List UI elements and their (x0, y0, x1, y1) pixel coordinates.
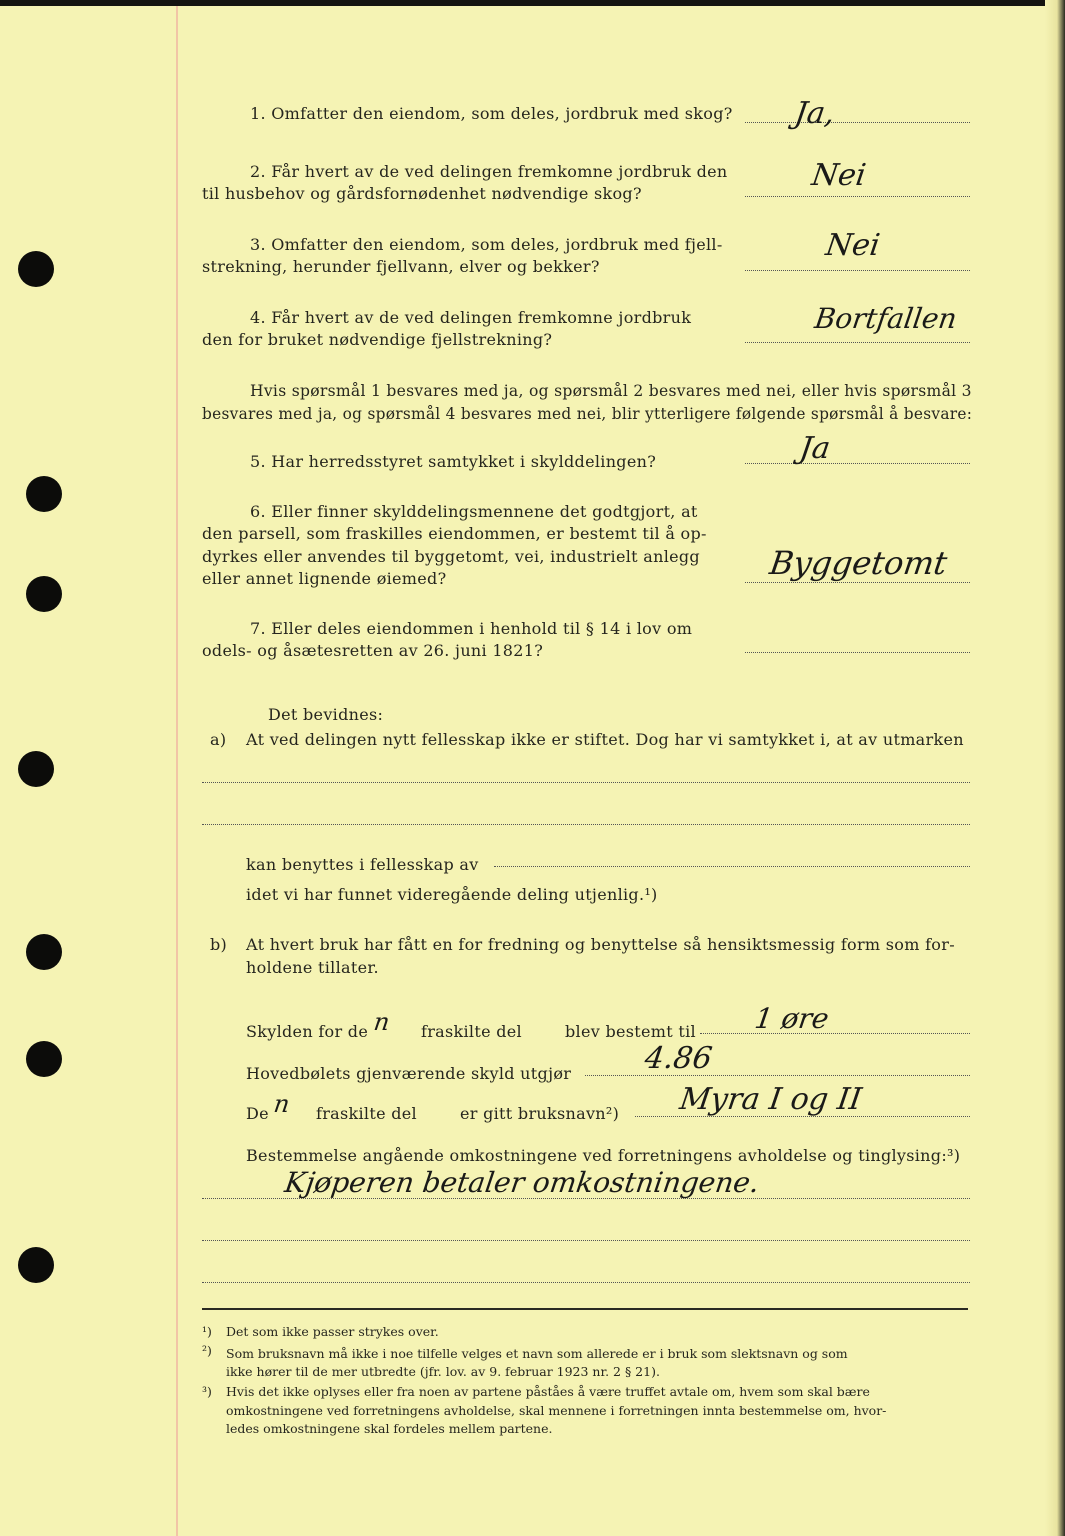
footnote-3-line-2: omkostningene ved forretningens avholdelse, skal mennene i forretningen innta bestemmelse om, hvor- (226, 1403, 887, 1418)
fill-line (202, 1240, 970, 1241)
skyld-label-b: fraskilte del (421, 1022, 522, 1041)
punch-hole (18, 251, 54, 287)
gjenvaerende-label: Hovedbølets gjenværende skyld utgjør (246, 1064, 572, 1083)
skyld-handwritten-suffix: n (372, 1008, 392, 1036)
gjenvaerende-value: 4.86 (642, 1041, 715, 1076)
footnote-3-line-1: Hvis det ikke oplyses eller fra noen av partene påståes å være truffet avtale om, hvem som skal bære (226, 1384, 870, 1399)
question-4-line-1: 4. Får hvert av de ved delingen fremkomne jordbruk (250, 308, 692, 327)
bruksnavn-label-b: fraskilte del (316, 1104, 417, 1123)
question-6-line-1: 6. Eller finner skylddelingsmennene det godtgjort, at (250, 502, 698, 521)
bruksnavn-value: Myra I og II (677, 1082, 864, 1117)
item-a-continuation-2: idet vi har funnet videregående deling utjenlig.¹) (246, 885, 658, 904)
bruksnavn-label-a: De (246, 1104, 269, 1123)
instruction-line-2: besvares med ja, og spørsmål 4 besvares med nei, blir ytterligere følgende spørsmål å besvare: (202, 404, 973, 423)
question-3-line-2: strekning, herunder fjellvann, elver og bekker? (202, 257, 600, 276)
answer-line-4 (745, 342, 970, 343)
answer-line-3 (745, 270, 970, 271)
question-6-line-2: den parsell, som fraskilles eiendommen, er bestemt til å op- (202, 524, 707, 543)
certification-heading: Det bevidnes: (268, 705, 384, 724)
footnote-2-line-1: Som bruksnavn må ikke i noe tilfelle velges et navn som allerede er i bruk som slektsnavn og som (226, 1346, 848, 1361)
answer-6: Byggetomt (767, 544, 950, 582)
answer-1: Ja, (792, 96, 837, 131)
skyld-label-a: Skylden for de (246, 1022, 369, 1041)
item-a-continuation-1: kan benyttes i fellesskap av (246, 855, 479, 874)
answer-3: Nei (823, 228, 883, 263)
skyld-value: 1 øre (752, 1002, 831, 1035)
question-7-line-2: odels- og åsætesretten av 26. juni 1821? (202, 641, 544, 660)
item-b-label: b) (210, 935, 228, 954)
fill-line (202, 1282, 970, 1283)
item-b-line-1: At hvert bruk har fått en for fredning og benyttelse så hensiktsmessig form som for- (246, 935, 955, 954)
answer-line-1 (745, 122, 970, 123)
fill-line (494, 866, 970, 867)
footnote-1: Det som ikke passer strykes over. (226, 1324, 439, 1339)
skyld-line (700, 1033, 970, 1034)
question-6-line-3: dyrkes eller anvendes til byggetomt, vei, industrielt anlegg (202, 547, 700, 566)
answer-line-2 (745, 196, 970, 197)
punch-hole (26, 576, 62, 612)
fill-line (202, 782, 970, 783)
question-2-line-1: 2. Får hvert av de ved delingen fremkomne jordbruk den (250, 162, 728, 181)
fill-line (202, 824, 970, 825)
fill-line (202, 1198, 970, 1199)
margin-line (176, 6, 178, 1536)
question-2-line-2: til husbehov og gårdsfornødenhet nødvendige skog? (202, 184, 642, 203)
item-b-line-2: holdene tillater. (246, 958, 379, 977)
footnote-3-mark: ³) (202, 1384, 212, 1399)
footnote-rule (202, 1308, 968, 1310)
answer-4: Bortfallen (812, 302, 959, 335)
omkostning-label: Bestemmelse angående omkostningene ved forretningens avholdelse og tinglysing:³) (246, 1146, 961, 1165)
answer-5: Ja (797, 431, 833, 466)
answer-line-5 (745, 463, 970, 464)
skyld-label-c: blev bestemt til (565, 1022, 696, 1041)
question-1: 1. Omfatter den eiendom, som deles, jordbruk med skog? (250, 104, 733, 123)
bruksnavn-handwritten-suffix: n (272, 1090, 292, 1118)
question-3-line-1: 3. Omfatter den eiendom, som deles, jordbruk med fjell- (250, 235, 723, 254)
item-a-label: a) (210, 730, 227, 749)
form-page (0, 6, 1065, 1536)
instruction-line-1: Hvis spørsmål 1 besvares med ja, og spørsmål 2 besvares med nei, eller hvis spørsmål 3 (250, 381, 972, 400)
omkostning-value: Kjøperen betaler omkostningene. (282, 1166, 762, 1199)
punch-hole (26, 1041, 62, 1077)
question-6-line-4: eller annet lignende øiemed? (202, 569, 447, 588)
question-7-line-1: 7. Eller deles eiendommen i henhold til § 14 i lov om (250, 619, 693, 638)
punch-hole (26, 934, 62, 970)
punch-hole (18, 1247, 54, 1283)
footnote-2-mark: ²) (202, 1343, 212, 1358)
question-4-line-2: den for bruket nødvendige fjellstrekning? (202, 330, 553, 349)
answer-2: Nei (809, 158, 869, 193)
punch-hole (18, 751, 54, 787)
footnote-3-line-3: ledes omkostningene skal fordeles mellem partene. (226, 1421, 553, 1436)
answer-line-7 (745, 652, 970, 653)
item-a-text: At ved delingen nytt fellesskap ikke er stiftet. Dog har vi samtykket i, at av utmarken (246, 730, 964, 749)
bruksnavn-label-c: er gitt bruksnavn²) (460, 1104, 620, 1123)
answer-line-6 (745, 582, 970, 583)
scan-right-edge (1045, 0, 1065, 1536)
question-5: 5. Har herredsstyret samtykket i skylddelingen? (250, 452, 657, 471)
punch-hole (26, 476, 62, 512)
footnote-1-mark: ¹) (202, 1324, 212, 1339)
footnote-2-line-2: ikke hører til de mer utbredte (jfr. lov. av 9. februar 1923 nr. 2 § 21). (226, 1364, 660, 1379)
